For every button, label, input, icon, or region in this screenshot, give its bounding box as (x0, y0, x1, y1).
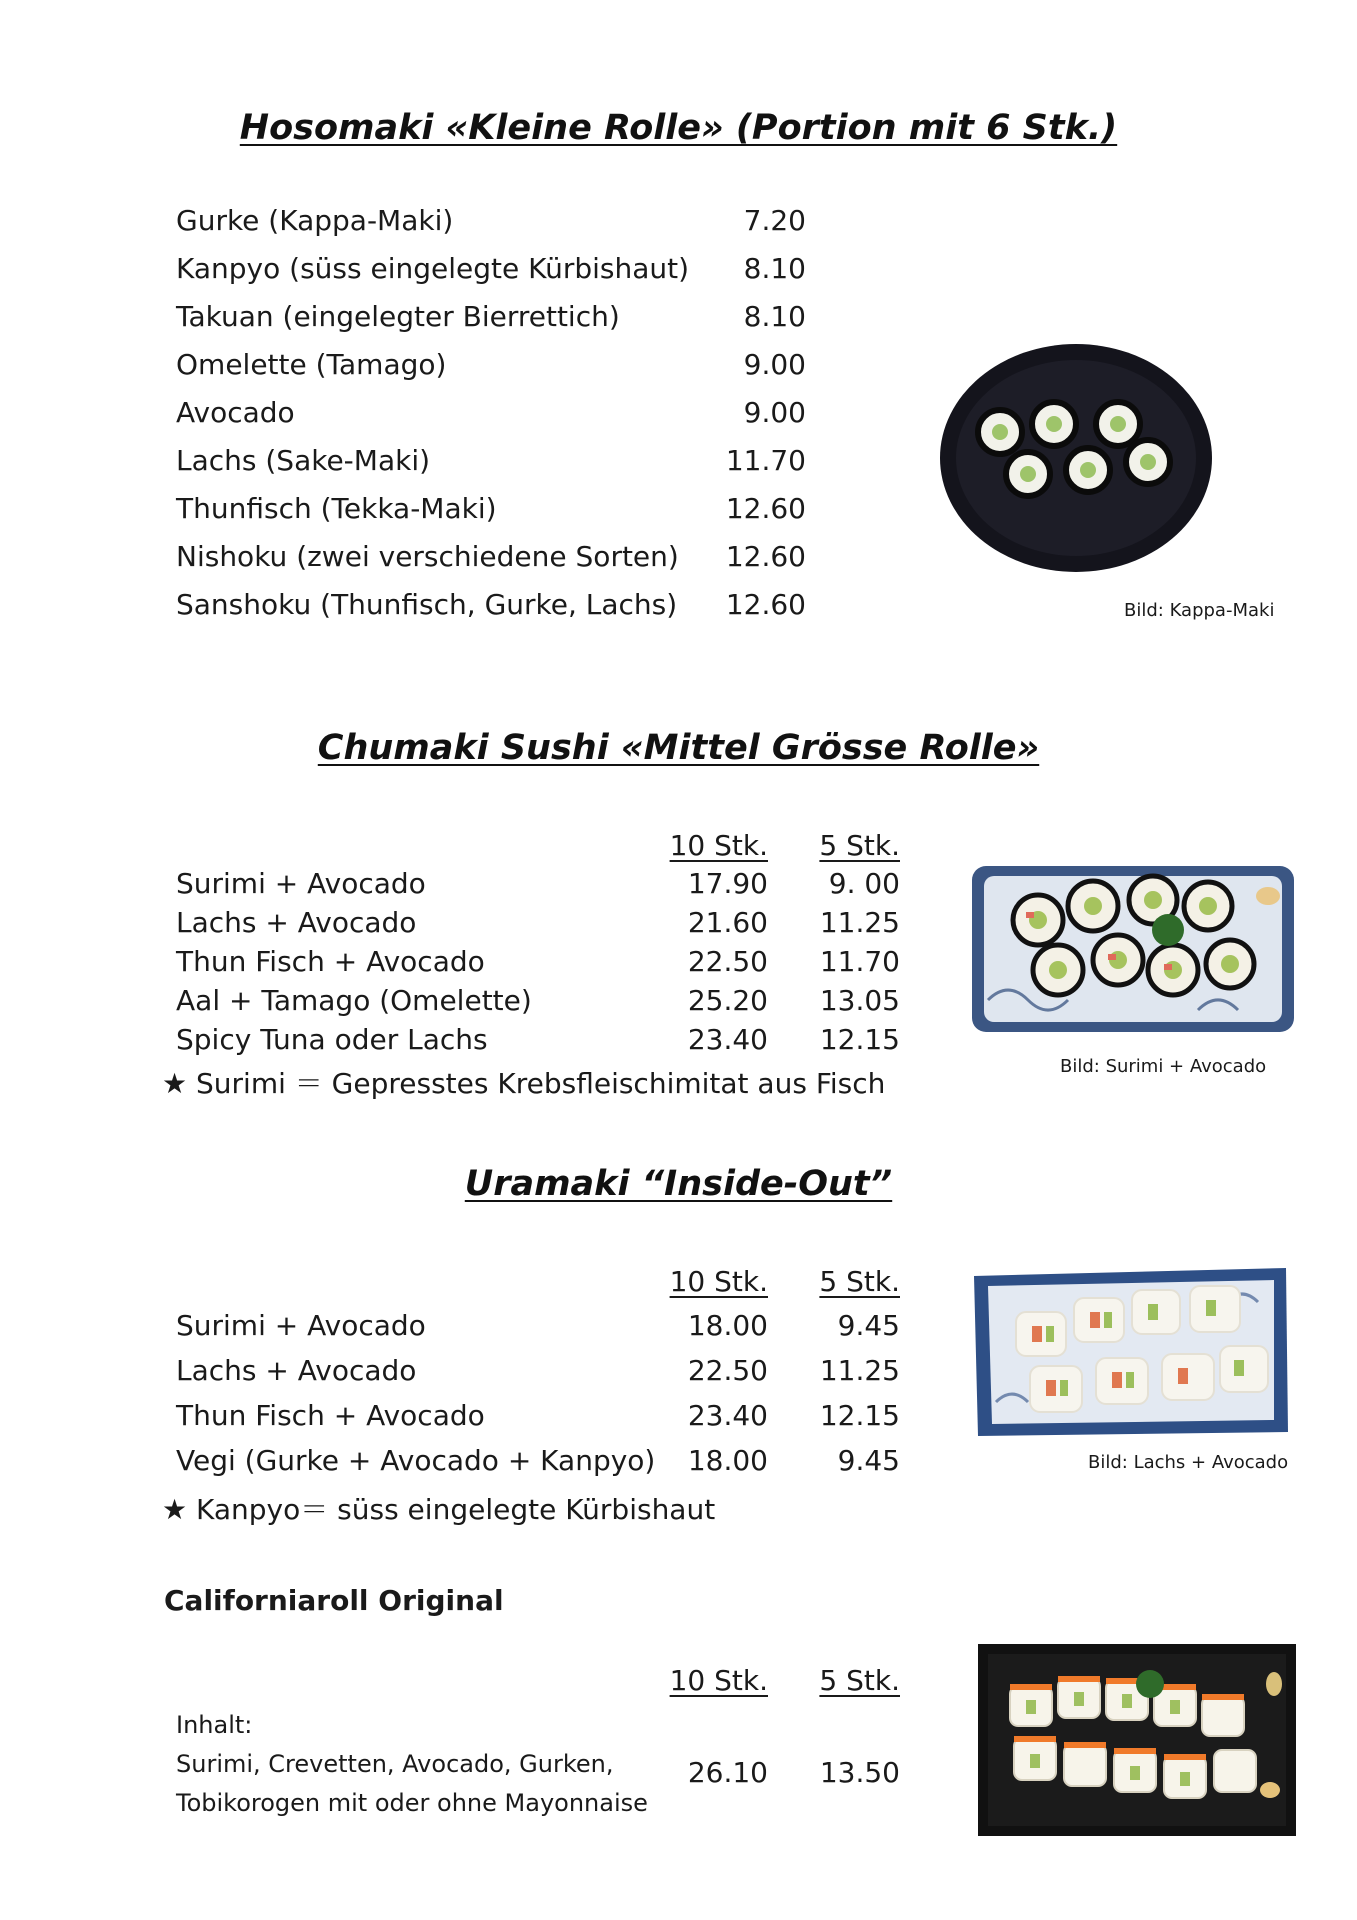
menu-item-price: 12.60 (725, 540, 806, 573)
column-header-5-pieces: 5 Stk. (819, 1265, 900, 1298)
menu-item-price-5: 9. 00 (828, 867, 900, 900)
menu-item-name: Thun Fisch + Avocado (176, 945, 485, 978)
uramaki-title: Uramaki “Inside-Out” (464, 1164, 893, 1204)
photo-caption: Bild: Lachs + Avocado (1088, 1452, 1289, 1473)
menu-item-name: Thun Fisch + Avocado (176, 1399, 485, 1432)
menu-item-name: Lachs + Avocado (176, 906, 417, 939)
californiaroll-title: Californiaroll Original (164, 1584, 504, 1617)
column-header-5-pieces: 5 Stk. (819, 829, 900, 862)
column-header-5-pieces: 5 Stk. (819, 1664, 900, 1697)
surimi-footnote: ★ Surimi ＝ Gepresstes Krebsfleischimitat aus Fisch (162, 1067, 886, 1100)
menu-item-price-10: 23.40 (687, 1023, 768, 1056)
menu-item-name: Omelette (Tamago) (176, 348, 447, 381)
menu-item-price-10: 18.00 (687, 1444, 768, 1477)
menu-item-price: 11.70 (725, 444, 806, 477)
menu-item-name: Takuan (eingelegter Bierrettich) (176, 300, 620, 333)
menu-item-price-5: 13.05 (819, 984, 900, 1017)
menu-item-price: 8.10 (743, 300, 806, 333)
menu-item-price-10: 21.60 (687, 906, 768, 939)
column-header-10-pieces: 10 Stk. (669, 1265, 768, 1298)
menu-item-name: Lachs + Avocado (176, 1354, 417, 1387)
menu-item-name: Lachs (Sake-Maki) (176, 444, 431, 477)
kappa-maki-photo (936, 340, 1216, 576)
menu-item-price-10: 25.20 (687, 984, 768, 1017)
menu-item-price-5: 11.25 (819, 1354, 900, 1387)
menu-item-price-5: 11.70 (819, 945, 900, 978)
menu-item-name: Sanshoku (Thunfisch, Gurke, Lachs) (176, 588, 678, 621)
menu-item-name: Spicy Tuna oder Lachs (176, 1023, 488, 1056)
column-header-10-pieces: 10 Stk. (669, 1664, 768, 1697)
hosomaki-title: Hosomaki «Kleine Rolle» (Portion mit 6 Stk.) (239, 108, 1118, 148)
menu-item-name: Gurke (Kappa-Maki) (176, 204, 454, 237)
menu-item-price: 8.10 (743, 252, 806, 285)
content-description-line1: Surimi, Crevetten, Avocado, Gurken, (176, 1750, 614, 1778)
menu-item-price: 7.20 (743, 204, 806, 237)
surimi-avocado-photo (968, 860, 1298, 1038)
menu-item-price: 9.00 (743, 348, 806, 381)
menu-item-price-10: 23.40 (687, 1399, 768, 1432)
menu-item-price-5: 9.45 (837, 1444, 900, 1477)
chumaki-title: Chumaki Sushi «Mittel Grösse Rolle» (317, 728, 1040, 768)
menu-item-price: 9.00 (743, 396, 806, 429)
menu-item-price-10: 18.00 (687, 1309, 768, 1342)
menu-item-price-5: 9.45 (837, 1309, 900, 1342)
menu-item-price: 12.60 (725, 492, 806, 525)
menu-item-price-5: 12.15 (819, 1023, 900, 1056)
menu-item-name: Nishoku (zwei verschiedene Sorten) (176, 540, 679, 573)
menu-item-name: Avocado (176, 396, 295, 429)
californiaroll-price-5: 13.50 (819, 1756, 900, 1789)
californiaroll-photo (974, 1640, 1300, 1840)
content-label: Inhalt: (176, 1711, 253, 1739)
content-description-line2: Tobikorogen mit oder ohne Mayonnaise (176, 1789, 648, 1817)
menu-item-name: Surimi + Avocado (176, 1309, 426, 1342)
lachs-avocado-photo (966, 1262, 1294, 1442)
kanpyo-footnote: ★ Kanpyo＝ süss eingelegte Kürbishaut (162, 1493, 716, 1526)
menu-item-price-5: 12.15 (819, 1399, 900, 1432)
menu-item-name: Thunfisch (Tekka-Maki) (176, 492, 497, 525)
menu-item-name: Aal + Tamago (Omelette) (176, 984, 532, 1017)
menu-item-price-5: 11.25 (819, 906, 900, 939)
californiaroll-price-10: 26.10 (687, 1756, 768, 1789)
photo-caption: Bild: Kappa-Maki (1124, 600, 1275, 621)
photo-caption: Bild: Surimi + Avocado (1060, 1056, 1267, 1077)
menu-item-name: Surimi + Avocado (176, 867, 426, 900)
menu-item-price-10: 17.90 (687, 867, 768, 900)
menu-item-name: Kanpyo (süss eingelegte Kürbishaut) (176, 252, 690, 285)
menu-item-price: 12.60 (725, 588, 806, 621)
menu-item-price-10: 22.50 (687, 945, 768, 978)
column-header-10-pieces: 10 Stk. (669, 829, 768, 862)
menu-item-name: Vegi (Gurke + Avocado + Kanpyo) (176, 1444, 656, 1477)
menu-item-price-10: 22.50 (687, 1354, 768, 1387)
